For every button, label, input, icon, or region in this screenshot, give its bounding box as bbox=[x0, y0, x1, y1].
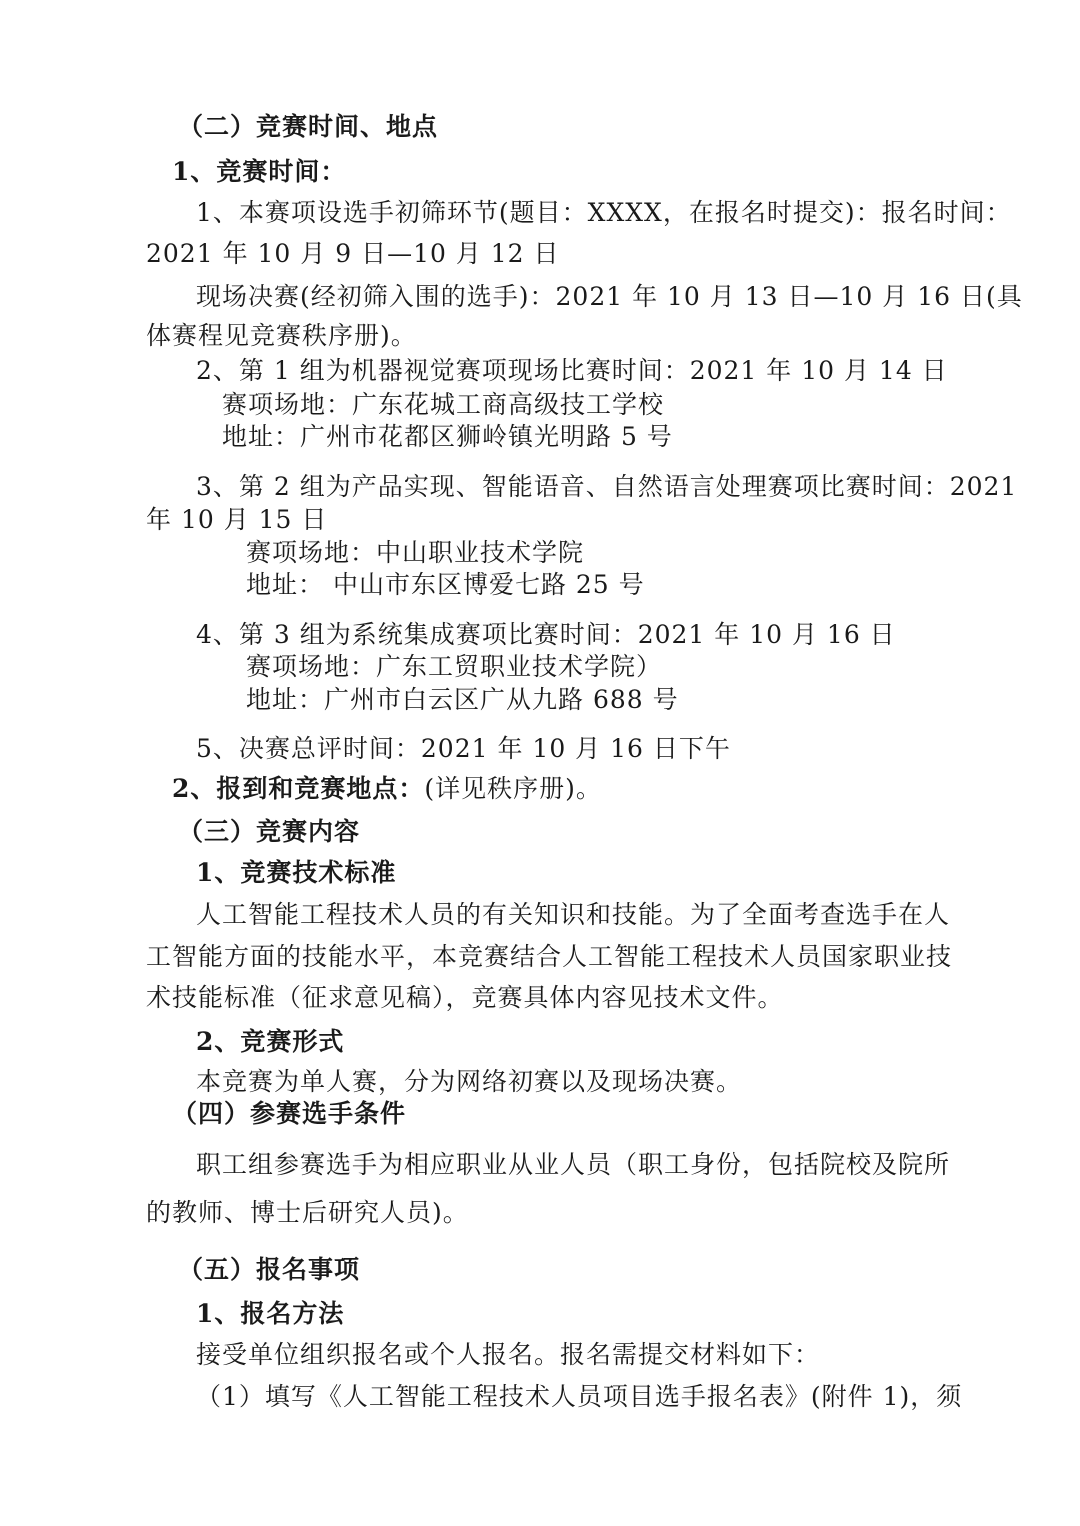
item4-line1: 4、第 3 组为系统集成赛项比赛时间：2021 年 10 月 16 日 bbox=[196, 620, 896, 649]
section-3-heading: （三）竞赛内容 bbox=[178, 817, 361, 846]
item3-line1: 3、第 2 组为产品实现、智能语音、自然语言处理赛项比赛时间：2021 bbox=[196, 472, 1018, 501]
item1-line1: 1、本赛项设选手初筛环节(题目：XXXX，在报名时提交)：报名时间： bbox=[196, 198, 1012, 227]
registration-item1: （1）填写《人工智能工程技术人员项目选手报名表》(附件 1)，须 bbox=[196, 1382, 963, 1411]
final-line2: 体赛程见竞赛秩序册)。 bbox=[146, 321, 417, 350]
item5-line: 5、决赛总评时间：2021 年 10 月 16 日下午 bbox=[196, 734, 731, 763]
check-in-line bbox=[172, 772, 602, 806]
eligibility-line: 职工组参赛选手为相应职业从业人员（职工身份，包括院校及院所 bbox=[196, 1150, 951, 1179]
eligibility-line: 的教师、博士后研究人员)。 bbox=[146, 1198, 469, 1227]
item3-venue: 赛项场地：中山职业技术学院 bbox=[246, 538, 585, 567]
registration-method-heading: 1、报名方法 bbox=[196, 1299, 345, 1328]
competition-format-heading: 2、竞赛形式 bbox=[196, 1027, 345, 1056]
tech-standard-line: 工智能方面的技能水平，本竞赛结合人工智能工程技术人员国家职业技 bbox=[146, 942, 953, 971]
competition-time-heading: 1、竞赛时间： bbox=[172, 157, 347, 186]
item4-address: 地址：广州市白云区广从九路 688 号 bbox=[246, 685, 679, 714]
item2-address: 地址：广州市花都区狮岭镇光明路 5 号 bbox=[222, 422, 673, 451]
item1-line2: 2021 年 10 月 9 日—10 月 12 日 bbox=[146, 239, 560, 268]
item3-address: 地址： 中山市东区博爱七路 25 号 bbox=[246, 570, 645, 599]
registration-method-text: 接受单位组织报名或个人报名。报名需提交材料如下： bbox=[196, 1340, 821, 1369]
section-2-heading: （二）竞赛时间、地点 bbox=[178, 112, 439, 141]
tech-standard-heading: 1、竞赛技术标准 bbox=[196, 858, 397, 887]
competition-format-text: 本竞赛为单人赛，分为网络初赛以及现场决赛。 bbox=[196, 1067, 743, 1096]
item4-venue: 赛项场地：广东工贸职业技术学院） bbox=[246, 652, 663, 681]
item3-line2: 年 10 月 15 日 bbox=[146, 505, 328, 534]
final-line1: 现场决赛(经初筛入围的选手)：2021 年 10 月 13 日—10 月 16 日(具 bbox=[196, 282, 1023, 311]
item2-venue: 赛项场地：广东花城工商高级技工学校 bbox=[222, 390, 665, 419]
item2-line1: 2、第 1 组为机器视觉赛项现场比赛时间：2021 年 10 月 14 日 bbox=[196, 356, 948, 385]
check-in-note: (详见秩序册)。 bbox=[424, 774, 602, 803]
tech-standard-line: 术技能标准（征求意见稿），竞赛具体内容见技术文件。 bbox=[146, 983, 784, 1012]
check-in-heading: 2、报到和竞赛地点： bbox=[172, 774, 425, 803]
tech-standard-line: 人工智能工程技术人员的有关知识和技能。为了全面考查选手在人 bbox=[196, 900, 951, 929]
section-5-heading: （五）报名事项 bbox=[178, 1255, 361, 1284]
section-4-heading: （四）参赛选手条件 bbox=[172, 1099, 407, 1128]
